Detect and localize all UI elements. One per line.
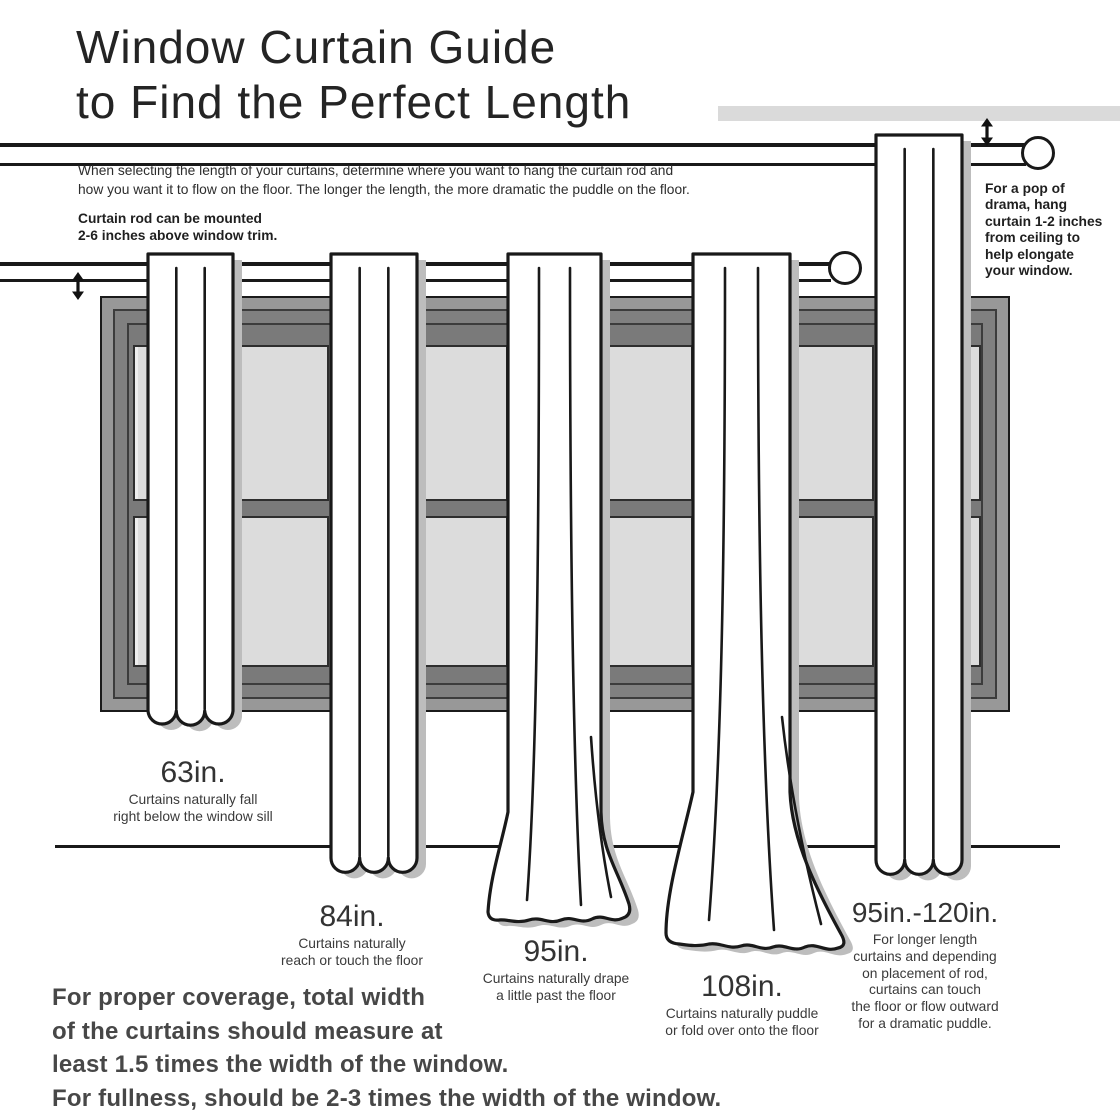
curtain-95-120in-label <box>800 897 1050 1033</box>
curtain-84in-label <box>252 901 452 970</box>
curtain-length-label: 84in. <box>319 900 385 933</box>
curtain-length-label: 108in. <box>701 970 783 1003</box>
curtain-description: Curtains naturally puddle or fold over onto the floor <box>665 1006 819 1038</box>
page-title <box>76 20 631 130</box>
width-guidance-text: For proper coverage, total width of the curtains should measure at least 1.5 times the width of the window. For fullness, should be 2-3 times the width of the window. <box>52 984 722 1112</box>
curtain-108in-graphic <box>655 252 861 966</box>
intro-text <box>78 162 690 199</box>
curtain-description: Curtains naturally fall right below the window sill <box>113 792 273 824</box>
intro-line1: When selecting the length of your curtains, determine where you want to hang the curtain rod and <box>78 163 674 178</box>
curtain-95-120in-graphic <box>874 133 979 895</box>
curtain-description: For longer length curtains and depending on placement of rod, curtains can touch the floor or flow outward for a dramatic puddle. <box>851 932 999 1031</box>
intro-line2: how you want it to flow on the floor. The longer the length, the more dramatic the puddle on the floor. <box>78 181 690 197</box>
curtain-63in-label <box>93 757 293 826</box>
curtain-length-label: 95in. <box>523 935 589 968</box>
page-title-line2: to Find the Perfect Length <box>76 76 632 128</box>
curtain-length-label: 95in.-120in. <box>851 897 999 928</box>
rod-mount-note-line2: 2-6 inches above window trim. <box>78 227 278 243</box>
curtain-description: Curtains naturally drape a little past the floor <box>482 971 630 1003</box>
rod-mount-note-line1: Curtain rod can be mounted <box>78 211 262 226</box>
curtain-description: Curtains naturally reach or touch the floor <box>281 936 423 968</box>
double-arrow-icon <box>68 271 88 301</box>
curtain-95in-graphic <box>478 252 646 940</box>
ceiling-band <box>718 106 1120 121</box>
double-arrow-icon <box>977 117 997 147</box>
curtain-63in-graphic <box>146 252 250 746</box>
ceiling-rod-finial <box>1021 136 1055 170</box>
ceiling-hang-note: For a pop of drama, hang curtain 1-2 inches from ceiling to help elongate your window. <box>985 181 1103 279</box>
curtain-length-label: 63in. <box>160 756 226 789</box>
curtain-84in-graphic <box>329 252 434 893</box>
rod-mount-note <box>78 211 277 244</box>
page-title-line1: Window Curtain Guide <box>76 21 557 73</box>
